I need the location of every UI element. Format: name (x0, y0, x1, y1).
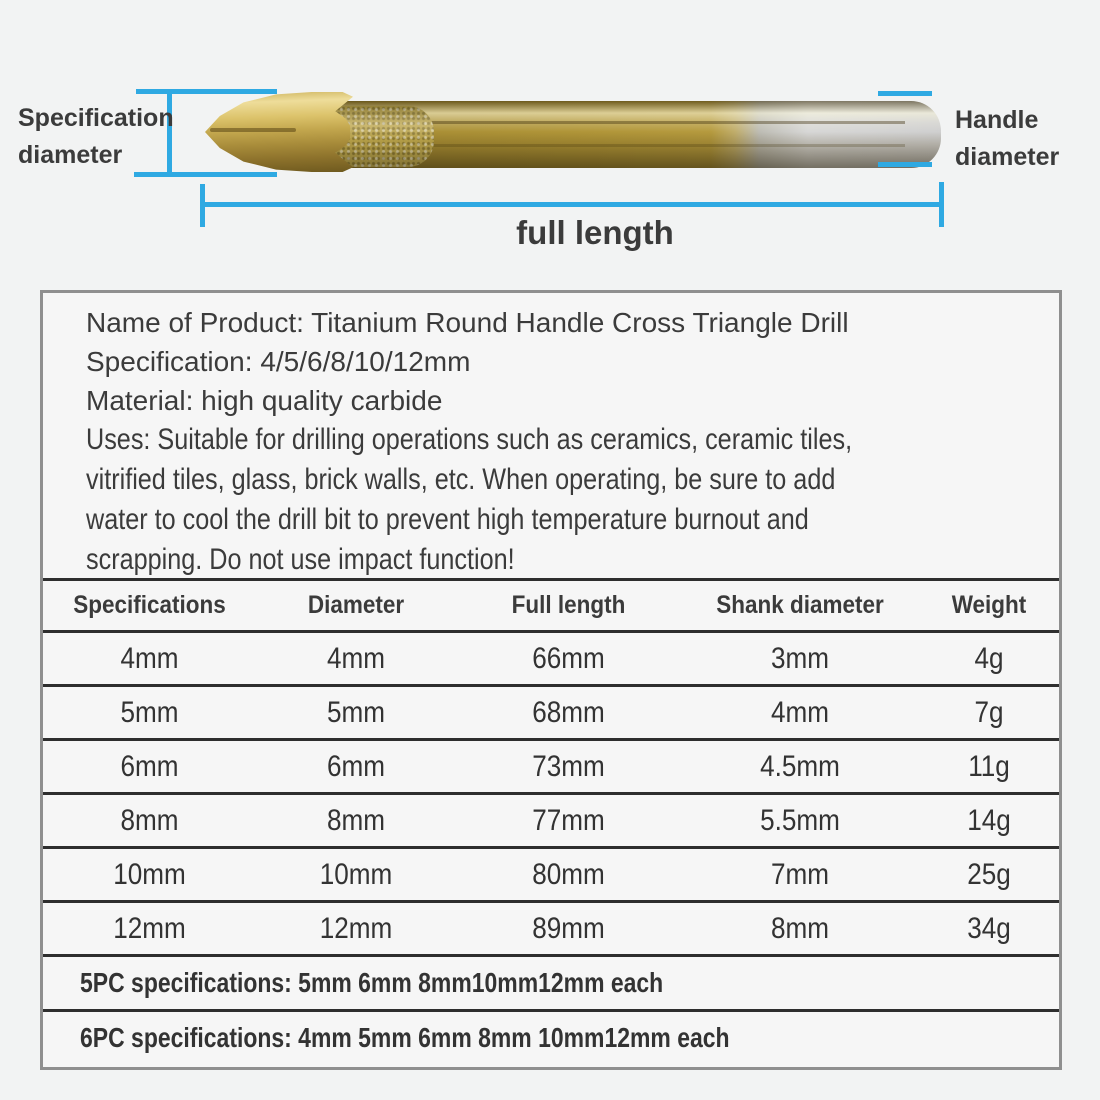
cell-diameter: 10mm (319, 857, 393, 891)
full-length-line (200, 202, 944, 207)
spec-diameter-bracket-top (136, 89, 277, 94)
cell-weight: 7g (974, 695, 1004, 729)
cell-shank-diameter: 3mm (770, 641, 829, 675)
cell-full-length: 68mm (532, 695, 605, 729)
table-row (43, 846, 1059, 900)
cell-full-length: 80mm (532, 857, 605, 891)
cell-weight: 4g (974, 641, 1004, 675)
cell-diameter: 5mm (326, 695, 385, 729)
column-header-full-length: Full length (511, 591, 626, 619)
drill-spear-tip (205, 92, 353, 172)
drill-figure (0, 0, 1100, 290)
column-header-weight: Weight (951, 591, 1027, 619)
handle-diameter-dash-top (878, 91, 932, 96)
cell-weight: 25g (967, 857, 1011, 891)
handle-diameter-label-line1: Handle (955, 106, 1039, 134)
cell-full-length: 89mm (532, 911, 605, 945)
five-pc-specifications-row (43, 954, 1059, 1009)
table-row (43, 792, 1059, 846)
product-name-line: Name of Product: Titanium Round Handle Cross Triangle Drill (86, 307, 849, 338)
product-material-line: Material: high quality carbide (86, 385, 443, 416)
cell-specification: 6mm (120, 749, 179, 783)
product-uses-line: scrapping. Do not use impact function! (86, 543, 515, 576)
spec-table-header-row (43, 578, 1059, 630)
product-description (43, 293, 1059, 578)
cell-shank-diameter: 4.5mm (760, 749, 840, 783)
cell-specification: 5mm (120, 695, 179, 729)
product-uses-line: vitrified tiles, glass, brick walls, etc. When operating, be sure to add (86, 463, 836, 496)
handle-diameter-label-line2: diameter (955, 143, 1060, 171)
cell-full-length: 66mm (532, 641, 605, 675)
table-row (43, 900, 1059, 954)
cell-diameter: 4mm (326, 641, 385, 675)
cell-specification: 8mm (120, 803, 179, 837)
cell-weight: 11g (968, 749, 1010, 783)
five-pc-specifications-text: 5PC specifications: 5mm 6mm 8mm10mm12mm each (80, 967, 664, 998)
column-header-shank-diameter: Shank diameter (716, 591, 884, 619)
handle-diameter-dash-bottom (878, 162, 932, 167)
column-header-specifications: Specifications (73, 591, 226, 619)
cell-shank-diameter: 5.5mm (760, 803, 840, 837)
cell-shank-diameter: 8mm (770, 911, 829, 945)
spec-diameter-label (18, 100, 174, 174)
cell-diameter: 8mm (326, 803, 385, 837)
cell-diameter: 12mm (319, 911, 393, 945)
product-uses-line: water to cool the drill bit to prevent high temperature burnout and (86, 503, 809, 536)
cell-specification: 12mm (113, 911, 186, 945)
cell-shank-diameter: 7mm (770, 857, 829, 891)
product-specification-line: Specification: 4/5/6/8/10/12mm (86, 346, 471, 377)
drill-tip-seam (210, 128, 296, 132)
spec-diameter-label-line2: diameter (18, 141, 123, 169)
cell-specification: 4mm (120, 641, 179, 675)
full-length-tick-right (939, 182, 944, 227)
spec-diameter-label-line1: Specification (18, 104, 174, 132)
six-pc-specifications-row (43, 1009, 1059, 1064)
cell-specification: 10mm (113, 857, 186, 891)
product-info-box (40, 290, 1062, 1070)
cell-full-length: 77mm (532, 803, 605, 837)
product-uses-line: Uses: Suitable for drilling operations such as ceramics, ceramic tiles, (86, 423, 853, 456)
column-header-diameter: Diameter (307, 591, 405, 619)
table-row (43, 738, 1059, 792)
cell-weight: 14g (967, 803, 1011, 837)
full-length-label: full length (516, 214, 674, 251)
cell-full-length: 73mm (532, 749, 605, 783)
table-row (43, 684, 1059, 738)
handle-diameter-label (955, 102, 1059, 176)
cell-diameter: 6mm (326, 749, 385, 783)
six-pc-specifications-text: 6PC specifications: 4mm 5mm 6mm 8mm 10mm12mm each (80, 1022, 730, 1053)
cell-weight: 34g (967, 911, 1011, 945)
table-row (43, 630, 1059, 684)
cell-shank-diameter: 4mm (770, 695, 829, 729)
